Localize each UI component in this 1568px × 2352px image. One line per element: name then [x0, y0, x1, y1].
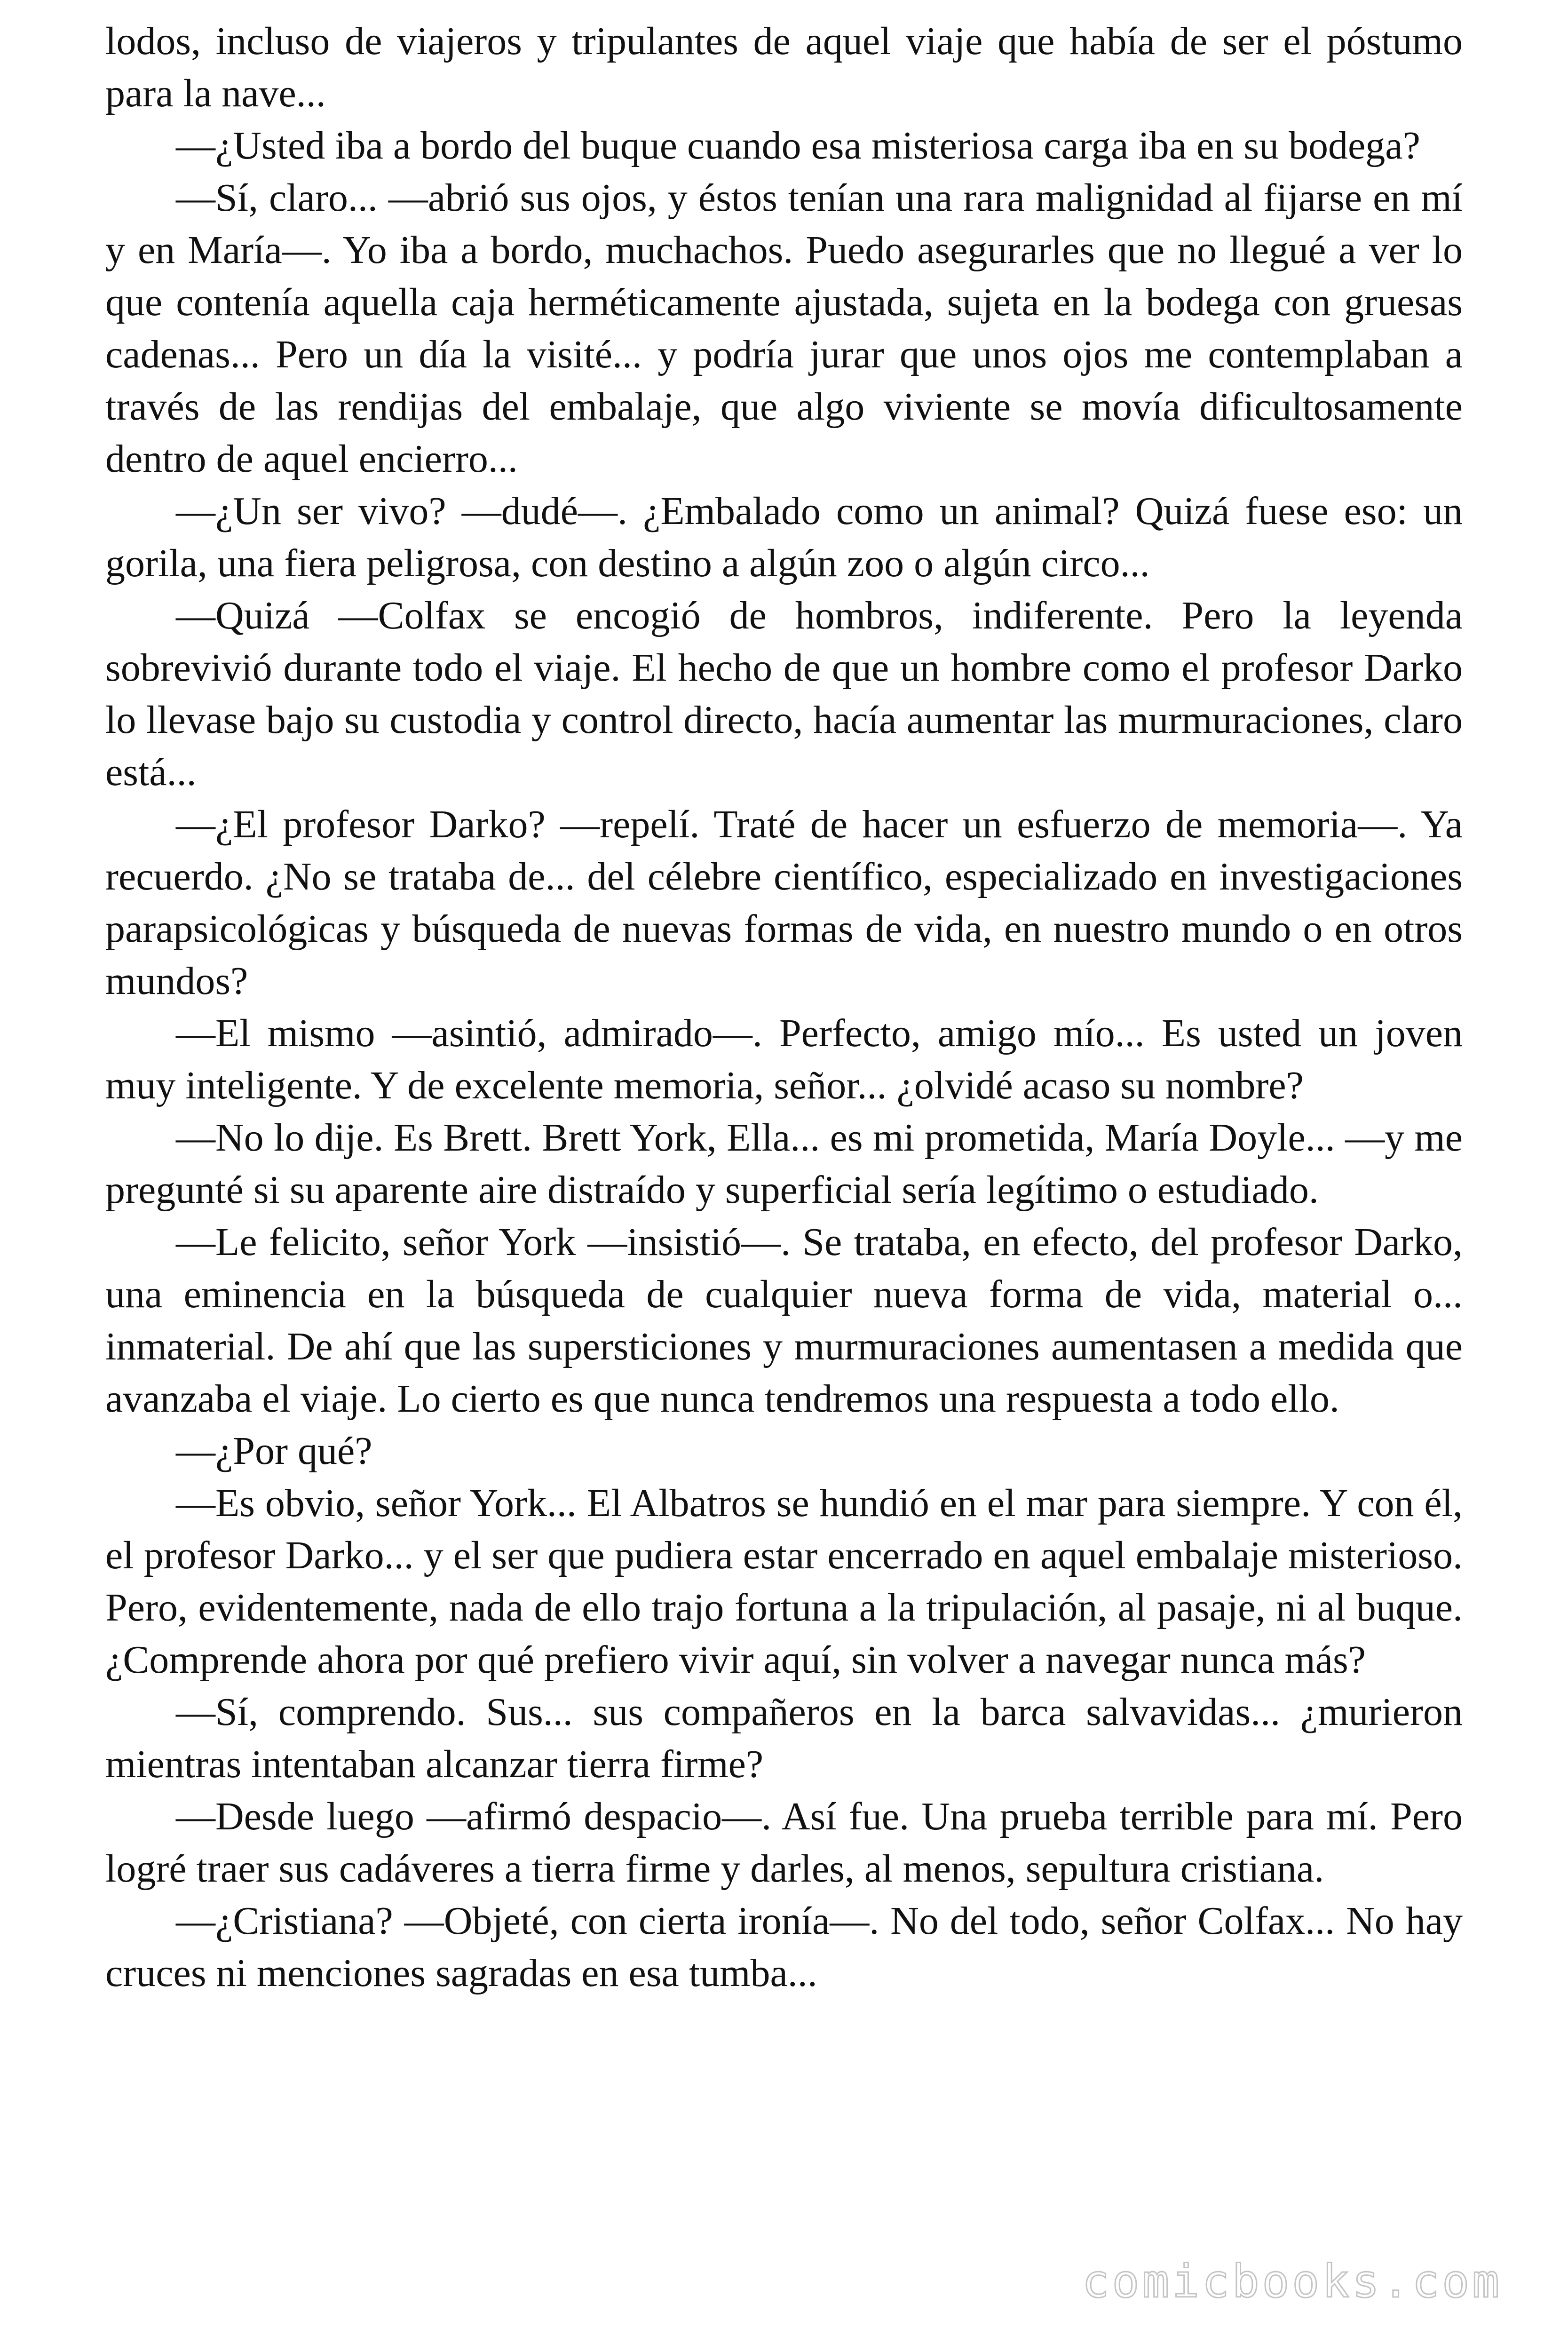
paragraph: —Le felicito, señor York —insistió—. Se trataba, en efecto, del profesor Darko, una eminencia en la búsqueda de cualquier nueva forma de vida, material o... inmaterial. De ahí que las supersticiones y murmuraciones aumentasen a medida que avanzaba el viaje. Lo cierto es que nunca tendremos una respuesta a todo ello. [105, 1220, 1463, 1421]
paragraph: —¿Usted iba a bordo del buque cuando esa misteriosa carga iba en su bodega? [176, 124, 1420, 167]
watermark-text: comicbooks.com [1082, 2255, 1502, 2308]
paragraph: —Desde luego —afirmó despacio—. Así fue. Una prueba terrible para mí. Pero logré traer sus cadáveres a tierra firme y darles, al menos, sepultura cristiana. [105, 1795, 1463, 1891]
paragraph: —¿Cristiana? —Objeté, con cierta ironía—. No del todo, señor Colfax... No hay cruces ni menciones sagradas en esa tumba... [105, 1899, 1463, 1995]
paragraph: —El mismo —asintió, admirado—. Perfecto, amigo mío... Es usted un joven muy inteligente. Y de excelente memoria, señor... ¿olvidé acaso su nombre? [105, 1011, 1463, 1107]
paragraph: —¿Un ser vivo? —dudé—. ¿Embalado como un animal? Quizá fuese eso: un gorila, una fiera peligrosa, con destino a algún zoo o algún circo... [105, 489, 1463, 585]
document-page [105, 15, 1463, 1999]
paragraph: —Sí, comprendo. Sus... sus compañeros en la barca salvavidas... ¿murieron mientras intentaban alcanzar tierra firme? [105, 1690, 1463, 1786]
paragraph: —Es obvio, señor York... El Albatros se hundió en el mar para siempre. Y con él, el profesor Darko... y el ser que pudiera estar encerrado en aquel embalaje misterioso. Pero, evidentemente, nada de ello trajo fortuna a la tripulación, al pasaje, ni al buque. ¿Comprende ahora por qué prefiero vivir aquí, sin volver a navegar nunca más? [105, 1481, 1463, 1682]
paragraph: —Quizá —Colfax se encogió de hombros, indiferente. Pero la leyenda sobrevivió durante todo el viaje. El hecho de que un hombre como el profesor Darko lo llevase bajo su custodia y control directo, hacía aumentar las murmuraciones, claro está... [105, 594, 1463, 794]
paragraph: —Sí, claro... —abrió sus ojos, y éstos tenían una rara malignidad al fijarse en mí y en María—. Yo iba a bordo, muchachos. Puedo asegurarles que no llegué a ver lo que contenía aquella caja herméticamente ajustada, sujeta en la bodega con gruesas cadenas... Pero un día la visité... y podría jurar que unos ojos me contemplaban a través de las rendijas del embalaje, que algo viviente se movía dificultosamente dentro de aquel encierro... [105, 176, 1463, 481]
paragraph: —No lo dije. Es Brett. Brett York, Ella... es mi prometida, María Doyle... —y me pregunté si su aparente aire distraído y superficial sería legítimo o estudiado. [105, 1116, 1463, 1212]
paragraph: —¿Por qué? [176, 1429, 372, 1473]
paragraph: —¿El profesor Darko? —repelí. Traté de hacer un esfuerzo de memoria—. Ya recuerdo. ¿No se trataba de... del célebre científico, especializado en investigaciones parapsicológicas y búsqueda de nuevas formas de vida, en nuestro mundo o en otros mundos? [105, 803, 1463, 1003]
paragraph-continued: lodos, incluso de viajeros y tripulantes de aquel viaje que había de ser el póstumo para la nave... [105, 19, 1463, 115]
